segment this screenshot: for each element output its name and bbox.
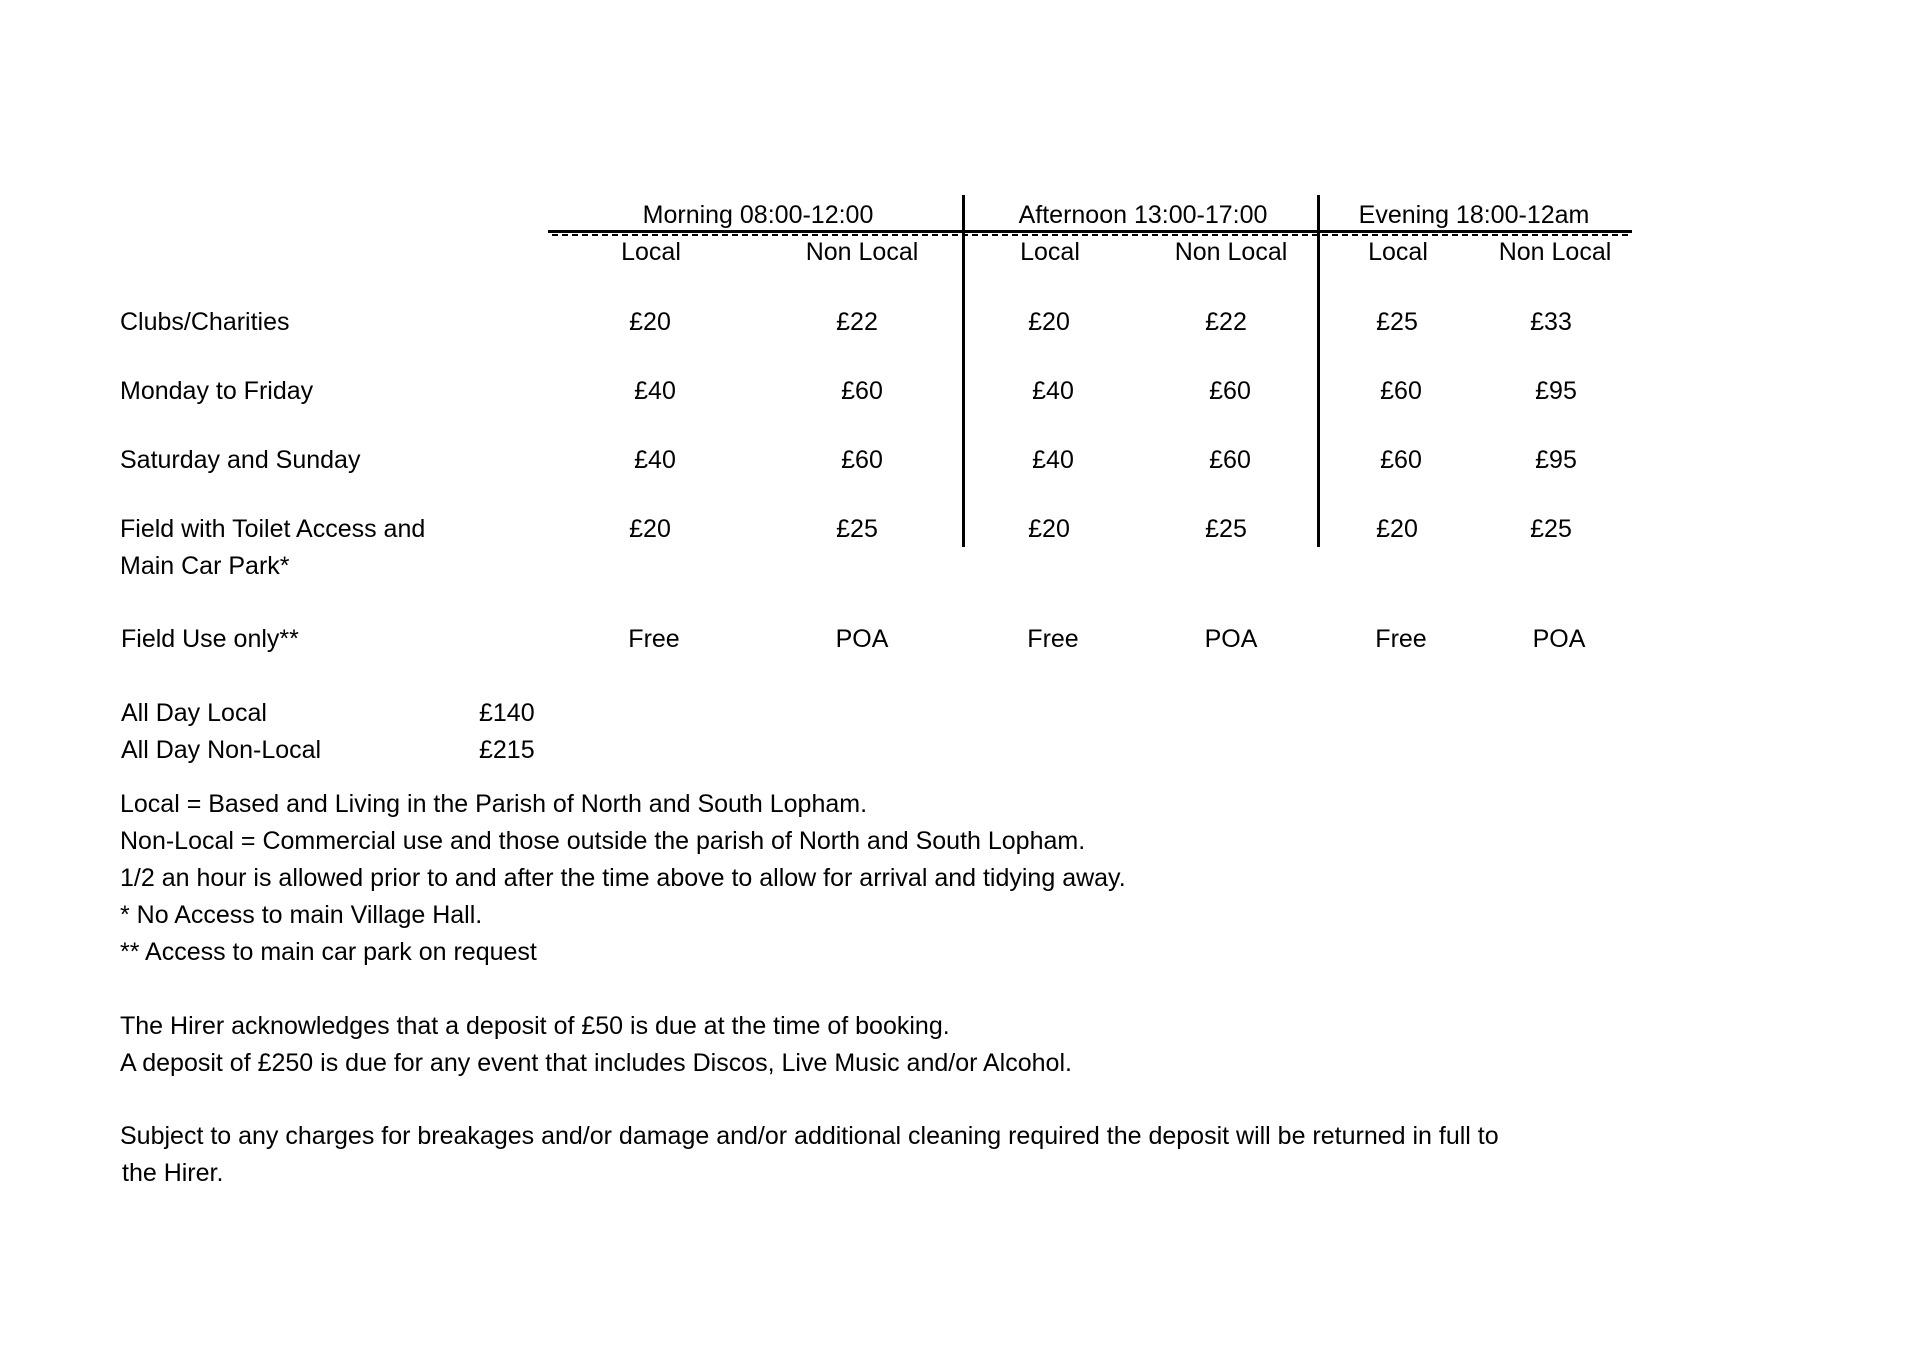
all-day-nonlocal-label: All Day Non-Local: [121, 736, 322, 764]
price-cell: £25: [1530, 515, 1572, 543]
subheader-morning-nonlocal: Non Local: [805, 238, 919, 266]
all-day-local-label: All Day Local: [121, 699, 267, 727]
price-cell: Free: [1027, 625, 1079, 653]
note-car-park: ** Access to main car park on request: [120, 938, 537, 966]
note-local-definition: Local = Based and Living in the Parish of North and South Lopham.: [120, 790, 868, 818]
price-cell: POA: [1204, 625, 1258, 653]
price-cell: £40: [1032, 446, 1074, 474]
price-cell: £40: [634, 446, 676, 474]
subheader-evening-local: Local: [1368, 238, 1428, 266]
notes-block: [120, 786, 1126, 971]
all-day-local-price: £140: [479, 699, 535, 727]
subheader-evening-nonlocal: Non Local: [1498, 238, 1612, 266]
subheader-morning-local: Local: [621, 238, 681, 266]
price-cell: Free: [628, 625, 680, 653]
price-cell: £60: [841, 377, 883, 405]
subheader-afternoon-local: Local: [1020, 238, 1080, 266]
price-cell: £22: [836, 308, 878, 336]
price-cell: POA: [835, 625, 889, 653]
row-label-weekend: Saturday and Sunday: [120, 446, 361, 474]
price-cell: £20: [1028, 515, 1070, 543]
subheader-afternoon-nonlocal: Non Local: [1174, 238, 1288, 266]
deposit-standard: The Hirer acknowledges that a deposit of £50 is due at the time of booking.: [120, 1012, 950, 1040]
deposit-events: A deposit of £250 is due for any event that includes Discos, Live Music and/or Alcohol.: [120, 1049, 1072, 1077]
price-cell: £25: [1205, 515, 1247, 543]
header-rule: [548, 230, 1632, 233]
period-header-evening: Evening 18:00-12am: [1358, 201, 1590, 229]
period-header-morning: Morning 08:00-12:00: [642, 201, 874, 229]
row-label-field-toilet: Field with Toilet Access and: [120, 515, 426, 543]
header-rule-dashes: [552, 234, 1630, 236]
price-cell: £20: [1028, 308, 1070, 336]
column-divider-evening: [1317, 195, 1320, 547]
price-cell: £22: [1205, 308, 1247, 336]
price-cell: £40: [1032, 377, 1074, 405]
row-label-field-toilet-line2: Main Car Park*: [120, 552, 290, 580]
refund-line-1: Subject to any charges for breakages and/or damage and/or additional cleaning required the deposit will be returned in full to: [120, 1122, 1499, 1150]
price-cell: POA: [1532, 625, 1586, 653]
price-cell: £60: [841, 446, 883, 474]
price-cell: £60: [1209, 446, 1251, 474]
all-day-nonlocal-price: £215: [479, 736, 535, 764]
price-cell: £95: [1535, 446, 1577, 474]
row-label-weekday: Monday to Friday: [120, 377, 314, 405]
note-setup-time: 1/2 an hour is allowed prior to and after the time above to allow for arrival and tidying away.: [120, 864, 1126, 892]
price-cell: £20: [1376, 515, 1418, 543]
period-header-afternoon: Afternoon 13:00-17:00: [1018, 201, 1268, 229]
column-divider-afternoon: [962, 195, 965, 547]
row-label-clubs: Clubs/Charities: [120, 308, 290, 336]
price-cell: £25: [1376, 308, 1418, 336]
price-cell: £20: [629, 515, 671, 543]
price-cell: £60: [1380, 446, 1422, 474]
price-cell: £20: [629, 308, 671, 336]
price-cell: £25: [836, 515, 878, 543]
note-no-hall-access: * No Access to main Village Hall.: [120, 901, 483, 929]
price-cell: £60: [1209, 377, 1251, 405]
note-nonlocal-definition: Non-Local = Commercial use and those outside the parish of North and South Lopham.: [120, 827, 1086, 855]
refund-line-2: the Hirer.: [122, 1159, 224, 1187]
price-cell: £60: [1380, 377, 1422, 405]
refund-block: [120, 1118, 1499, 1192]
price-cell: Free: [1375, 625, 1427, 653]
price-cell: £33: [1530, 308, 1572, 336]
price-cell: £40: [634, 377, 676, 405]
price-cell: £95: [1535, 377, 1577, 405]
row-label-field-only: Field Use only**: [121, 625, 299, 653]
deposit-block: [120, 1008, 1072, 1082]
